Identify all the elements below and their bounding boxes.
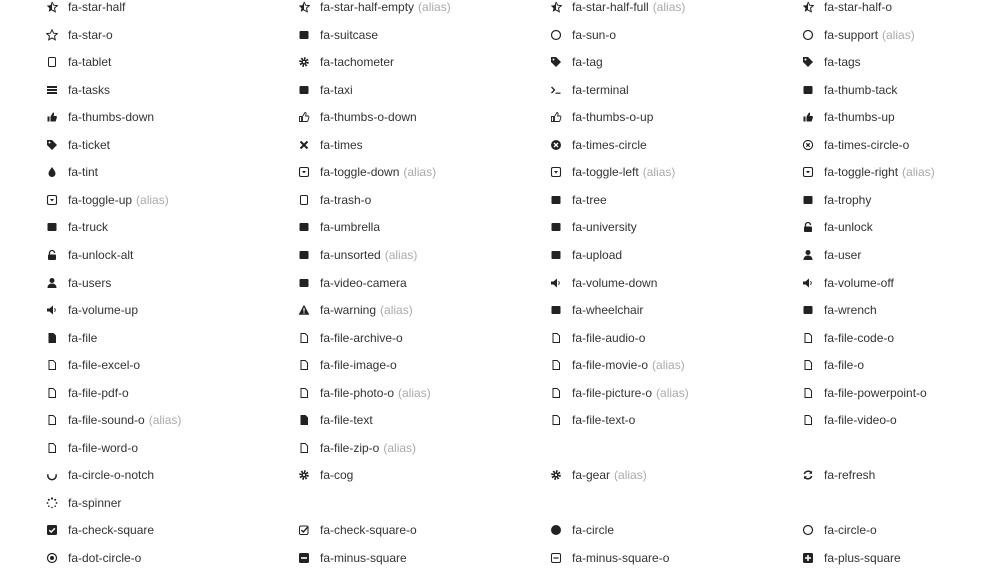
icon-entry-fa-toggle-up[interactable]	[44, 190, 284, 210]
icon-name: fa-check-square-o	[320, 523, 417, 538]
star-half-o-icon	[800, 0, 816, 15]
icon-name: fa-star-half	[68, 0, 126, 14]
circle-o-icon	[800, 522, 816, 538]
icon-entry-fa-sun-o[interactable]	[548, 25, 788, 45]
icon-name: fa-file-audio-o	[572, 330, 646, 345]
icon-name: fa-volume-up	[68, 303, 139, 318]
icon-entry-fa-tree[interactable]	[548, 190, 788, 210]
alias-label: (alias)	[383, 440, 417, 455]
icon-name: fa-unsorted	[320, 247, 381, 262]
alias-label: (alias)	[380, 303, 413, 318]
icon-name: fa-circle	[572, 523, 615, 538]
icon-entry-fa-truck[interactable]	[44, 217, 284, 237]
icon-entry-fa-thumbs-down[interactable]	[44, 107, 284, 127]
icon-name: fa-dot-circle-o	[68, 551, 142, 565]
unlock-alt-icon	[44, 247, 60, 263]
video-camera-icon	[296, 275, 312, 291]
file-movie-o-icon	[548, 357, 564, 373]
file-excel-o-icon	[44, 357, 60, 373]
icon-entry-fa-file-movie-o[interactable]	[548, 355, 788, 375]
icon-name: fa-thumbs-o-down	[320, 110, 417, 125]
icon-entry-fa-star-half-full[interactable]	[548, 0, 788, 17]
plus-square-icon	[800, 550, 816, 566]
alias-label: (alias)	[656, 385, 689, 400]
icon-name: fa-tint	[68, 165, 99, 180]
icon-entry-fa-file-audio-o[interactable]	[548, 328, 788, 348]
icon-name: fa-file-pdf-o	[68, 385, 129, 400]
icon-name: fa-volume-off	[824, 275, 894, 290]
icon-name: fa-trophy	[824, 192, 872, 207]
icon-entry-fa-file[interactable]	[44, 328, 284, 348]
icon-name: fa-tachometer	[320, 55, 395, 70]
icon-entry-fa-refresh[interactable]	[800, 465, 1000, 485]
icon-entry-fa-file-photo-o[interactable]	[296, 383, 536, 403]
alias-label: (alias)	[652, 0, 686, 14]
thumbs-o-up-icon	[548, 109, 564, 125]
icon-name: fa-file-powerpoint-o	[824, 385, 927, 400]
icon-name: fa-upload	[572, 247, 623, 262]
icon-entry-fa-file-image-o[interactable]	[296, 355, 536, 375]
icon-entry-fa-file-sound-o[interactable]	[44, 410, 284, 430]
icon-name: fa-file-excel-o	[68, 358, 141, 373]
icon-name: fa-file-video-o	[824, 413, 897, 428]
icon-entry-fa-file-code-o[interactable]	[800, 328, 1000, 348]
icon-name: fa-wrench	[824, 303, 877, 318]
icon-name: fa-support	[824, 27, 879, 42]
icon-name: fa-wheelchair	[572, 303, 644, 318]
icon-name: fa-trash-o	[320, 192, 372, 207]
icon-entry-fa-star-half-empty[interactable]	[296, 0, 536, 17]
file-icon	[44, 330, 60, 346]
tint-icon	[44, 164, 60, 180]
volume-up-icon	[44, 302, 60, 318]
alias-label: (alias)	[642, 165, 676, 180]
icon-entry-fa-file-text-o[interactable]	[548, 410, 788, 430]
star-o-icon	[44, 27, 60, 43]
alias-label: (alias)	[136, 192, 169, 207]
file-zip-o-icon	[296, 440, 312, 456]
icon-name: fa-thumbs-down	[68, 110, 155, 125]
icon-entry-fa-upload[interactable]	[548, 245, 788, 265]
unlock-icon	[800, 219, 816, 235]
icon-name: fa-times-circle	[572, 137, 647, 152]
icon-entry-fa-file-o[interactable]	[800, 355, 1000, 375]
icon-name: fa-thumbs-o-up	[572, 110, 654, 125]
sun-o-icon	[548, 27, 564, 43]
icon-entry-fa-trash-o[interactable]	[296, 190, 536, 210]
icon-entry-fa-taxi[interactable]	[296, 80, 536, 100]
icon-name: fa-times	[320, 137, 363, 152]
file-sound-o-icon	[44, 412, 60, 428]
icon-name: fa-file-picture-o	[572, 385, 653, 400]
icon-name: fa-truck	[68, 220, 109, 235]
icon-entry-fa-tasks[interactable]	[44, 80, 284, 100]
icon-entry-fa-star-o[interactable]	[44, 25, 284, 45]
icon-name: fa-taxi	[320, 82, 353, 97]
university-icon	[548, 219, 564, 235]
file-code-o-icon	[800, 330, 816, 346]
alias-label: (alias)	[882, 27, 915, 42]
icon-name: fa-tree	[572, 192, 607, 207]
alias-label: (alias)	[652, 358, 685, 373]
icon-entry-fa-cog[interactable]	[296, 465, 536, 485]
star-half-full-icon	[548, 0, 564, 15]
thumb-tack-icon	[800, 82, 816, 98]
icon-entry-fa-terminal[interactable]	[548, 80, 788, 100]
thumbs-down-icon	[44, 109, 60, 125]
icon-name: fa-star-half-empty	[320, 0, 415, 14]
upload-icon	[548, 247, 564, 263]
icon-name: fa-tag	[572, 55, 603, 70]
icon-entry-fa-check-square[interactable]	[44, 520, 284, 540]
icon-entry-fa-times-circle[interactable]	[548, 135, 788, 155]
icon-entry-fa-minus-square[interactable]	[296, 548, 536, 568]
icon-entry-fa-file-powerpoint-o[interactable]	[800, 383, 1000, 403]
tag-icon	[548, 54, 564, 70]
volume-down-icon	[548, 275, 564, 291]
terminal-icon	[548, 82, 564, 98]
star-half-empty-icon	[296, 0, 312, 15]
icon-name: fa-suitcase	[320, 27, 379, 42]
file-image-o-icon	[296, 357, 312, 373]
icon-name: fa-unlock	[824, 220, 873, 235]
icon-entry-fa-tag[interactable]	[548, 52, 788, 72]
times-icon	[296, 137, 312, 153]
icon-entry-fa-file-archive-o[interactable]	[296, 328, 536, 348]
check-square-icon	[44, 522, 60, 538]
toggle-left-icon	[548, 164, 564, 180]
icon-entry-fa-times[interactable]	[296, 135, 536, 155]
minus-square-o-icon	[548, 550, 564, 566]
icon-entry-fa-gear[interactable]	[548, 465, 788, 485]
icon-name: fa-file-word-o	[68, 440, 139, 455]
icon-entry-fa-toggle-down[interactable]	[296, 162, 536, 182]
file-text-o-icon	[548, 412, 564, 428]
check-square-o-icon	[296, 522, 312, 538]
circle-o-notch-icon	[44, 467, 60, 483]
icon-entry-fa-circle-o[interactable]	[800, 520, 1000, 540]
icon-entry-fa-tablet[interactable]	[44, 52, 284, 72]
users-icon	[44, 275, 60, 291]
alias-label: (alias)	[148, 413, 182, 428]
icon-name: fa-university	[572, 220, 637, 235]
icon-entry-fa-users[interactable]	[44, 273, 284, 293]
icon-entry-fa-star-half[interactable]	[44, 0, 284, 17]
file-word-o-icon	[44, 440, 60, 456]
gear-icon	[548, 467, 564, 483]
icon-name: fa-check-square	[68, 523, 155, 538]
icon-name: fa-file	[68, 330, 98, 345]
icon-entry-fa-times-circle-o[interactable]	[800, 135, 1000, 155]
icon-name: fa-file-text-o	[572, 413, 636, 428]
icon-entry-fa-thumbs-up[interactable]	[800, 107, 1000, 127]
file-picture-o-icon	[548, 385, 564, 401]
circle-icon	[548, 522, 564, 538]
icon-name: fa-toggle-up	[68, 192, 133, 207]
icon-name: fa-ticket	[68, 137, 111, 152]
ticket-icon	[44, 137, 60, 153]
icon-name: fa-cog	[320, 468, 354, 483]
icon-entry-fa-wrench[interactable]	[800, 300, 1000, 320]
icon-name: fa-video-camera	[320, 275, 407, 290]
icon-entry-fa-circle-o-notch[interactable]	[44, 465, 284, 485]
icon-entry-fa-suitcase[interactable]	[296, 25, 536, 45]
icon-entry-fa-circle[interactable]	[548, 520, 788, 540]
icon-name: fa-file-movie-o	[572, 358, 649, 373]
tachometer-icon	[296, 54, 312, 70]
file-audio-o-icon	[548, 330, 564, 346]
icon-name: fa-tags	[824, 55, 861, 70]
icon-name: fa-file-zip-o	[320, 440, 380, 455]
minus-square-icon	[296, 550, 312, 566]
icon-entry-fa-spinner[interactable]	[44, 493, 284, 513]
icon-entry-fa-star-half-o[interactable]	[800, 0, 1000, 17]
tasks-icon	[44, 82, 60, 98]
icon-name: fa-refresh	[824, 468, 876, 483]
icon-entry-fa-file-zip-o[interactable]	[296, 438, 536, 458]
refresh-icon	[800, 467, 816, 483]
tablet-icon	[44, 54, 60, 70]
icon-entry-fa-ticket[interactable]	[44, 135, 284, 155]
toggle-down-icon	[296, 164, 312, 180]
icon-name: fa-thumbs-up	[824, 110, 895, 125]
file-pdf-o-icon	[44, 385, 60, 401]
icon-name: fa-star-half-o	[824, 0, 893, 14]
icon-name: fa-thumb-tack	[824, 82, 898, 97]
trophy-icon	[800, 192, 816, 208]
icon-name: fa-file-text	[320, 413, 373, 428]
icon-entry-fa-file-excel-o[interactable]	[44, 355, 284, 375]
file-powerpoint-o-icon	[800, 385, 816, 401]
alias-label: (alias)	[384, 247, 418, 262]
file-o-icon	[800, 357, 816, 373]
icon-name: fa-spinner	[68, 495, 122, 510]
icon-name: fa-circle-o-notch	[68, 468, 155, 483]
icon-entry-fa-university[interactable]	[548, 217, 788, 237]
icon-entry-fa-support[interactable]	[800, 25, 1000, 45]
thumbs-up-icon	[800, 109, 816, 125]
icon-entry-fa-file-pdf-o[interactable]	[44, 383, 284, 403]
alias-label: (alias)	[902, 165, 935, 180]
icon-entry-fa-tags[interactable]	[800, 52, 1000, 72]
alias-label: (alias)	[403, 165, 437, 180]
icon-name: fa-warning	[320, 303, 377, 318]
times-circle-icon	[548, 137, 564, 153]
wrench-icon	[800, 302, 816, 318]
icon-entry-fa-volume-off[interactable]	[800, 273, 1000, 293]
icon-name: fa-sun-o	[572, 27, 617, 42]
cog-icon	[296, 467, 312, 483]
icon-entry-fa-file-video-o[interactable]	[800, 410, 1000, 430]
icon-name: fa-file-code-o	[824, 330, 895, 345]
icon-name: fa-volume-down	[572, 275, 658, 290]
icon-entry-fa-wheelchair[interactable]	[548, 300, 788, 320]
thumbs-o-down-icon	[296, 109, 312, 125]
toggle-right-icon	[800, 164, 816, 180]
icon-entry-fa-unlock[interactable]	[800, 217, 1000, 237]
icon-name: fa-plus-square	[824, 551, 901, 565]
icon-name: fa-unlock-alt	[68, 247, 134, 262]
icon-entry-fa-video-camera[interactable]	[296, 273, 536, 293]
icon-name: fa-toggle-left	[572, 165, 639, 180]
alias-label: (alias)	[398, 385, 431, 400]
icon-name: fa-gear	[572, 468, 611, 483]
icon-name: fa-file-sound-o	[68, 413, 145, 428]
trash-o-icon	[296, 192, 312, 208]
icon-name: fa-circle-o	[824, 523, 877, 538]
file-photo-o-icon	[296, 385, 312, 401]
icon-name: fa-user	[824, 247, 862, 262]
spinner-icon	[44, 495, 60, 511]
alias-label: (alias)	[614, 468, 647, 483]
icon-name: fa-minus-square-o	[572, 551, 670, 565]
icon-entry-fa-tint[interactable]	[44, 162, 284, 182]
icon-entry-fa-unsorted[interactable]	[296, 245, 536, 265]
icon-entry-fa-warning[interactable]	[296, 300, 536, 320]
icon-entry-fa-minus-square-o[interactable]	[548, 548, 788, 568]
icon-entry-fa-thumbs-o-down[interactable]	[296, 107, 536, 127]
icon-entry-fa-volume-down[interactable]	[548, 273, 788, 293]
icon-entry-fa-thumb-tack[interactable]	[800, 80, 1000, 100]
support-icon	[800, 27, 816, 43]
user-icon	[800, 247, 816, 263]
icon-entry-fa-thumbs-o-up[interactable]	[548, 107, 788, 127]
icon-entry-fa-file-picture-o[interactable]	[548, 383, 788, 403]
taxi-icon	[296, 82, 312, 98]
truck-icon	[44, 219, 60, 235]
icon-name: fa-star-o	[68, 27, 113, 42]
alias-label: (alias)	[418, 0, 451, 14]
icon-name: fa-star-half-full	[572, 0, 649, 14]
icon-entry-fa-volume-up[interactable]	[44, 300, 284, 320]
suitcase-icon	[296, 27, 312, 43]
tags-icon	[800, 54, 816, 70]
icon-name: fa-file-image-o	[320, 358, 397, 373]
icon-name: fa-umbrella	[320, 220, 381, 235]
icon-entry-fa-toggle-right[interactable]	[800, 162, 1000, 182]
tree-icon	[548, 192, 564, 208]
icon-entry-fa-file-word-o[interactable]	[44, 438, 284, 458]
wheelchair-icon	[548, 302, 564, 318]
icon-name: fa-file-archive-o	[320, 330, 403, 345]
icon-entry-fa-plus-square[interactable]	[800, 548, 1000, 568]
icon-name: fa-file-photo-o	[320, 385, 395, 400]
icon-entry-fa-dot-circle-o[interactable]	[44, 548, 284, 568]
icon-entry-fa-tachometer[interactable]	[296, 52, 536, 72]
icon-name: fa-times-circle-o	[824, 137, 910, 152]
times-circle-o-icon	[800, 137, 816, 153]
icon-name: fa-minus-square	[320, 551, 407, 565]
icon-name: fa-tasks	[68, 82, 111, 97]
file-text-icon	[296, 412, 312, 428]
file-video-o-icon	[800, 412, 816, 428]
icon-entry-fa-trophy[interactable]	[800, 190, 1000, 210]
umbrella-icon	[296, 219, 312, 235]
warning-icon	[296, 302, 312, 318]
icon-name: fa-users	[68, 275, 112, 290]
unsorted-icon	[296, 247, 312, 263]
icon-entry-fa-user[interactable]	[800, 245, 1000, 265]
icon-name: fa-toggle-right	[824, 165, 899, 180]
star-half-icon	[44, 0, 60, 15]
dot-circle-o-icon	[44, 550, 60, 566]
toggle-up-icon	[44, 192, 60, 208]
icon-entry-fa-file-text[interactable]	[296, 410, 536, 430]
icon-entry-fa-umbrella[interactable]	[296, 217, 536, 237]
icon-name: fa-tablet	[68, 55, 112, 70]
icon-entry-fa-check-square-o[interactable]	[296, 520, 536, 540]
icon-name: fa-toggle-down	[320, 165, 400, 180]
icon-name: fa-file-o	[824, 358, 865, 373]
volume-off-icon	[800, 275, 816, 291]
file-archive-o-icon	[296, 330, 312, 346]
icon-name: fa-terminal	[572, 82, 629, 97]
icon-entry-fa-toggle-left[interactable]	[548, 162, 788, 182]
icon-entry-fa-unlock-alt[interactable]	[44, 245, 284, 265]
